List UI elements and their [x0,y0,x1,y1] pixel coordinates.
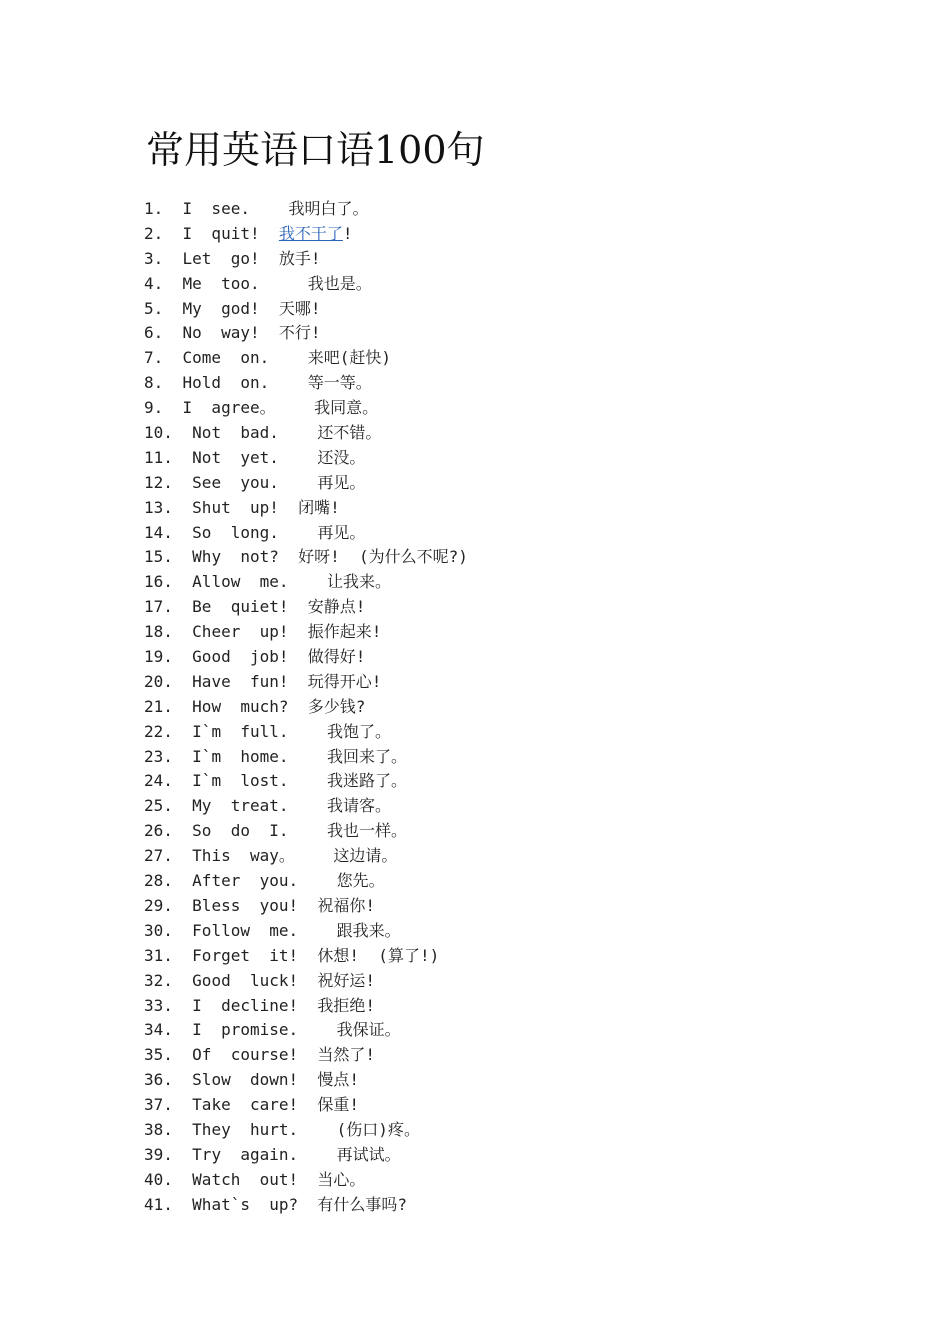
english-phrase: I`m home. [192,746,289,766]
item-number: 22. [144,721,173,741]
list-item [144,1018,864,1043]
item-number: 41. [144,1194,173,1214]
english-phrase: Of course! [192,1045,299,1065]
chinese-translation: 慢点! [317,1070,360,1090]
chinese-translation: 再见。 [298,472,366,492]
chinese-translation: 我同意。 [294,398,379,418]
english-phrase: Hold on. [182,373,270,393]
item-number: 3. [144,248,164,268]
chinese-translation: 来吧(赶快) [288,348,392,368]
english-phrase: Not yet. [192,447,279,467]
item-number: 21. [144,696,173,716]
page-title: 常用英语口语100句 [146,128,485,172]
english-phrase: Forget it! [192,945,299,965]
list-item [144,545,864,570]
list-item [144,197,864,222]
item-number: 26. [144,821,173,841]
chinese-translation: 这边请。 [314,846,398,866]
english-phrase: Follow me. [192,920,299,940]
list-item [144,222,864,247]
english-phrase: Try again. [192,1144,299,1164]
chinese-translation: 闭嘴! [298,497,340,517]
english-phrase: They hurt. [192,1119,299,1139]
list-item [144,595,864,620]
chinese-translation: 祝福你! [317,895,376,915]
english-phrase: Cheer up! [192,622,289,642]
list-item [144,844,864,869]
english-phrase: What`s up? [192,1194,299,1214]
list-item [144,496,864,521]
list-item [144,819,864,844]
list-item [144,720,864,745]
item-number: 2. [144,223,164,243]
list-item [144,1093,864,1118]
english-phrase: Be quiet! [192,597,289,617]
item-number: 16. [144,572,173,592]
english-phrase: I see. [182,199,250,218]
english-phrase: Why not? [192,547,279,567]
list-item [144,272,864,297]
list-item [144,1118,864,1143]
chinese-translation: 我也是。 [278,273,372,293]
phrase-list [144,197,864,1218]
chinese-translation: 祝好运! [317,970,376,990]
list-item [144,321,864,346]
item-number: 8. [144,373,164,393]
item-number: 10. [144,423,173,443]
list-item [144,894,864,919]
item-number: 29. [144,895,173,915]
item-number: 28. [144,871,173,891]
english-phrase: See you. [192,472,279,492]
chinese-translation: 做得好! [307,647,366,667]
english-phrase: I agree。 [182,398,276,418]
english-phrase: So long. [192,522,279,542]
list-item [144,969,864,994]
list-item [144,670,864,695]
chinese-translation: 再见。 [298,522,366,542]
english-phrase: I decline! [192,995,299,1015]
item-number: 19. [144,647,173,667]
item-number: 20. [144,671,173,691]
chinese-translation: 我回来了。 [307,746,408,766]
item-number: 36. [144,1070,173,1090]
item-number: 38. [144,1119,173,1139]
english-phrase: Good job! [192,647,289,667]
list-item [144,471,864,496]
chinese-translation: 让我来。 [307,572,392,592]
item-number: 23. [144,746,173,766]
chinese-translation: 振作起来! [307,622,382,642]
list-item [144,521,864,546]
english-phrase: Me too. [182,273,260,293]
list-item [144,620,864,645]
list-item [144,944,864,969]
item-number: 7. [144,348,164,368]
trailing-punctuation: ! [342,223,353,243]
english-phrase: Come on. [182,348,270,368]
chinese-translation: 我也一样。 [307,821,408,841]
list-item [144,570,864,595]
item-number: 30. [144,920,173,940]
chinese-translation: (伤口)疼。 [317,1119,420,1139]
english-phrase: Slow down! [192,1070,299,1090]
item-number: 1. [144,199,164,218]
list-item [144,919,864,944]
chinese-translation: 还没。 [298,447,366,467]
list-item [144,371,864,396]
english-phrase: Shut up! [192,497,279,517]
item-number: 17. [144,597,173,617]
english-phrase: Good luck! [192,970,299,990]
item-number: 13. [144,497,173,517]
item-number: 11. [144,447,173,467]
english-phrase: So do I. [192,821,289,841]
list-item [144,869,864,894]
chinese-translation: 我保证。 [317,1020,401,1040]
item-number: 32. [144,970,173,990]
chinese-translation: 安静点! [307,597,366,617]
list-item [144,421,864,446]
chinese-translation: 再试试。 [317,1144,401,1164]
english-phrase: Bless you! [192,895,299,915]
english-phrase: I`m full. [192,721,289,741]
item-number: 39. [144,1144,173,1164]
english-phrase: Allow me. [192,572,289,592]
item-number: 34. [144,1020,173,1040]
english-phrase: I`m lost. [192,771,289,791]
english-phrase: How much? [192,696,289,716]
english-phrase: I promise. [192,1020,299,1040]
english-phrase: Watch out! [192,1169,299,1189]
chinese-translation: 玩得开心! [307,671,382,691]
list-item [144,769,864,794]
chinese-translation: 我请客。 [307,796,392,816]
item-number: 18. [144,622,173,642]
item-number: 31. [144,945,173,965]
item-number: 27. [144,846,173,866]
list-item [144,1068,864,1093]
item-number: 15. [144,547,173,567]
item-number: 25. [144,796,173,816]
chinese-translation: 多少钱? [307,696,366,716]
english-phrase: Let go! [182,248,260,268]
chinese-translation: 我拒绝! [317,995,376,1015]
list-item [144,794,864,819]
chinese-translation: 我饱了。 [307,721,392,741]
chinese-translation: 保重! [317,1095,360,1115]
item-number: 4. [144,273,164,293]
chinese-translation: 好呀! (为什么不呢?) [298,547,468,567]
chinese-translation: 休想! (算了!) [317,945,440,965]
list-item [144,745,864,770]
item-number: 6. [144,323,164,343]
list-item [144,247,864,272]
list-item [144,297,864,322]
chinese-translation: 放手! [278,248,321,268]
item-number: 33. [144,995,173,1015]
list-item [144,1168,864,1193]
chinese-translation: 您先。 [317,871,385,891]
chinese-translation: 还不错。 [298,423,382,443]
english-phrase: My treat. [192,796,289,816]
english-phrase: This way。 [192,846,295,866]
english-phrase: Take care! [192,1095,299,1115]
list-item [144,346,864,371]
translation-link[interactable]: 我不干了 [278,223,343,243]
chinese-translation: 当然了! [317,1045,376,1065]
item-number: 24. [144,771,173,791]
list-item [144,994,864,1019]
item-number: 14. [144,522,173,542]
chinese-translation: 等一等。 [288,373,372,393]
list-item [144,695,864,720]
chinese-translation: 我迷路了。 [307,771,408,791]
chinese-translation: 有什么事吗? [317,1194,408,1214]
english-phrase: I quit! [182,223,260,243]
list-item [144,1193,864,1218]
item-number: 35. [144,1045,173,1065]
chinese-translation: 当心。 [317,1169,366,1189]
chinese-translation: 天哪! [278,298,321,318]
english-phrase: After you. [192,871,299,891]
item-number: 5. [144,298,164,318]
english-phrase: No way! [182,323,260,343]
list-item [144,1143,864,1168]
item-number: 9. [144,398,164,418]
list-item [144,446,864,471]
chinese-translation: 不行! [278,323,321,343]
item-number: 40. [144,1169,173,1189]
item-number: 37. [144,1095,173,1115]
chinese-translation: 跟我来。 [317,920,401,940]
list-item [144,645,864,670]
english-phrase: My god! [182,298,260,318]
chinese-translation: 我明白了。 [269,199,369,218]
item-number: 12. [144,472,173,492]
english-phrase: Have fun! [192,671,289,691]
english-phrase: Not bad. [192,423,279,443]
list-item [144,1043,864,1068]
list-item [144,396,864,421]
